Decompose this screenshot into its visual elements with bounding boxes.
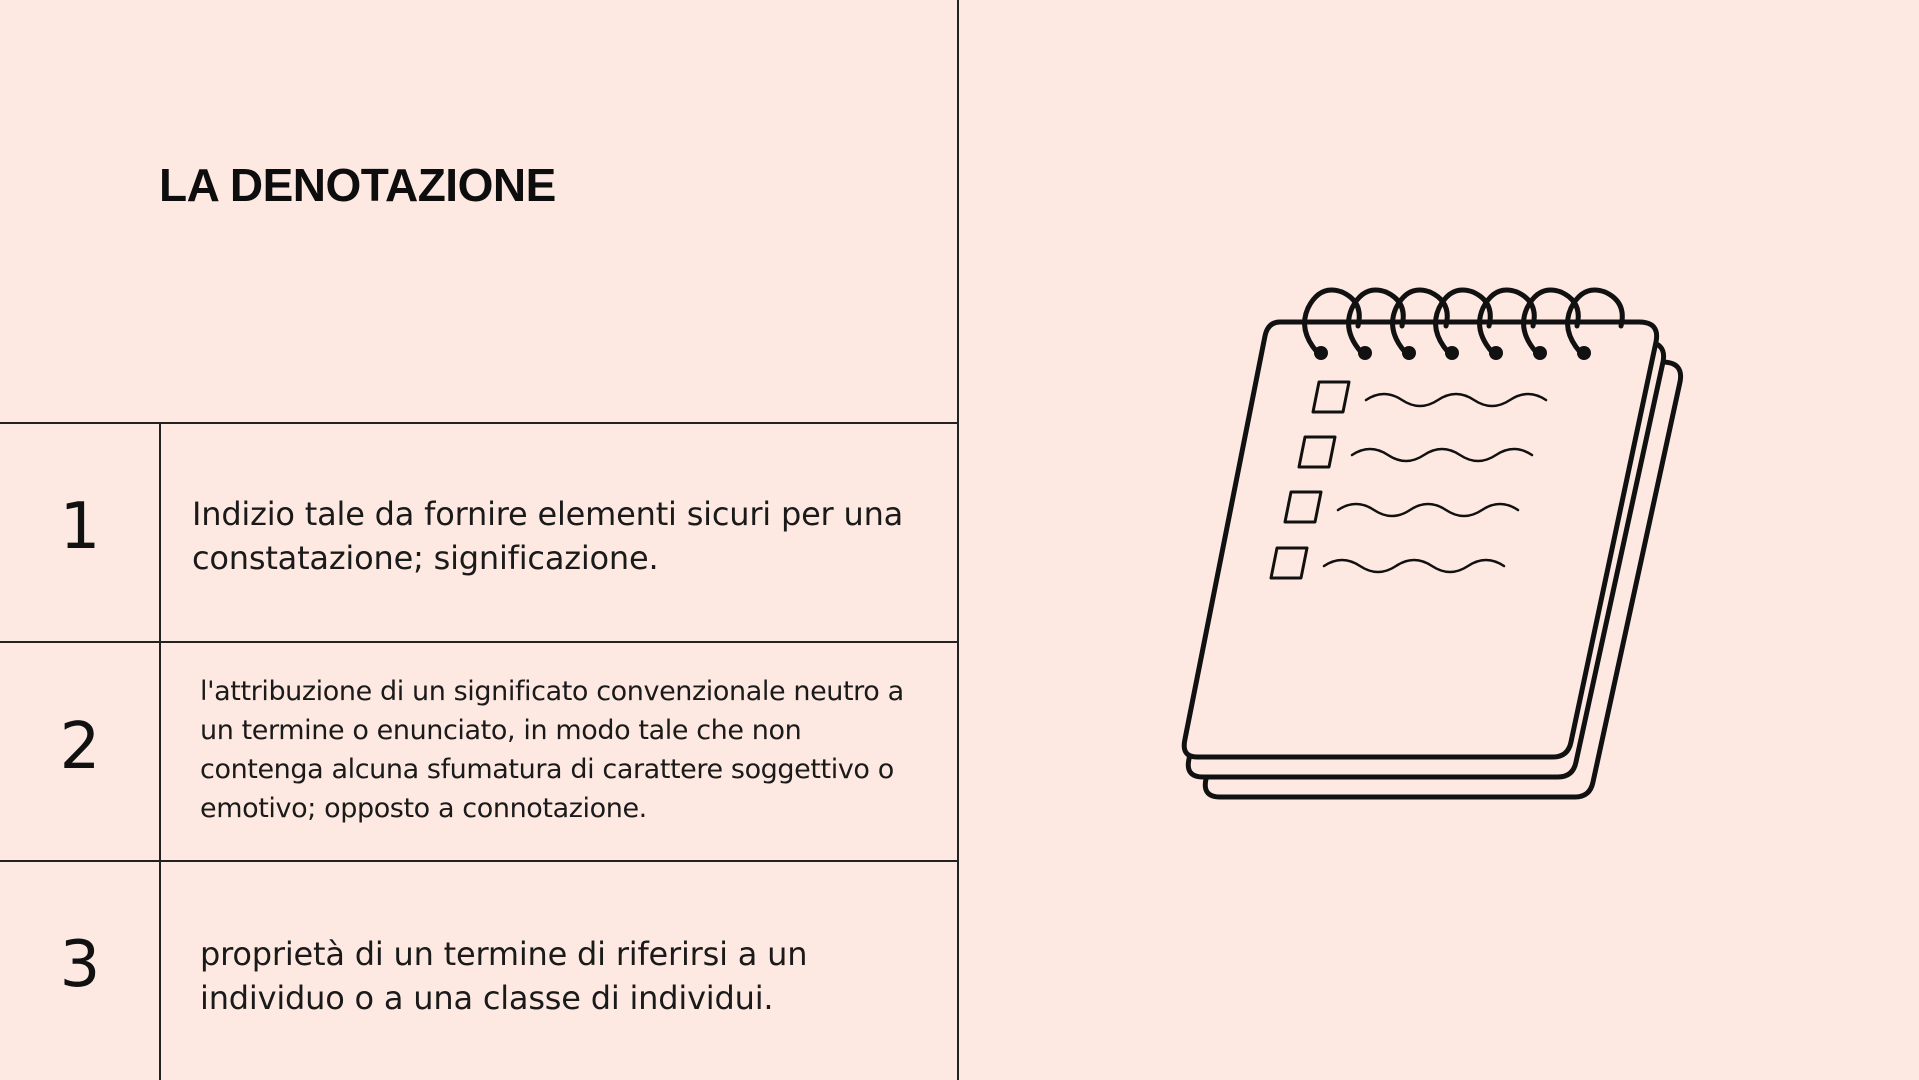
row-text-2 bbox=[200, 672, 904, 828]
divider-row-top bbox=[0, 422, 959, 424]
row-text-1-line: Indizio tale da fornire elementi sicuri per una bbox=[192, 495, 904, 533]
row-text-1-line: constatazione; significazione. bbox=[192, 539, 659, 577]
row-text-2-line: un termine o enunciato, in modo tale che non bbox=[200, 715, 802, 746]
row-text-3-line: individuo o a una classe di individui. bbox=[200, 979, 774, 1017]
row-text-1 bbox=[192, 492, 903, 580]
divider-vertical-main bbox=[957, 0, 959, 1080]
row-text-3 bbox=[200, 932, 807, 1020]
row-number-2: 2 bbox=[59, 710, 101, 784]
page-title: LA DENOTAZIONE bbox=[159, 159, 556, 211]
divider-row-2-3 bbox=[0, 860, 959, 862]
row-number-3: 3 bbox=[59, 928, 101, 1002]
notepad-checklist-icon bbox=[1180, 270, 1700, 810]
row-number-1: 1 bbox=[59, 490, 101, 564]
row-text-2-line: l'attribuzione di un significato convenzionale neutro a bbox=[200, 676, 904, 707]
divider-row-1-2 bbox=[0, 641, 959, 643]
row-text-2-line: emotivo; opposto a connotazione. bbox=[200, 793, 647, 824]
row-text-3-line: proprietà di un termine di riferirsi a un bbox=[200, 935, 808, 973]
row-text-2-line: contenga alcuna sfumatura di carattere soggettivo o bbox=[200, 754, 894, 785]
